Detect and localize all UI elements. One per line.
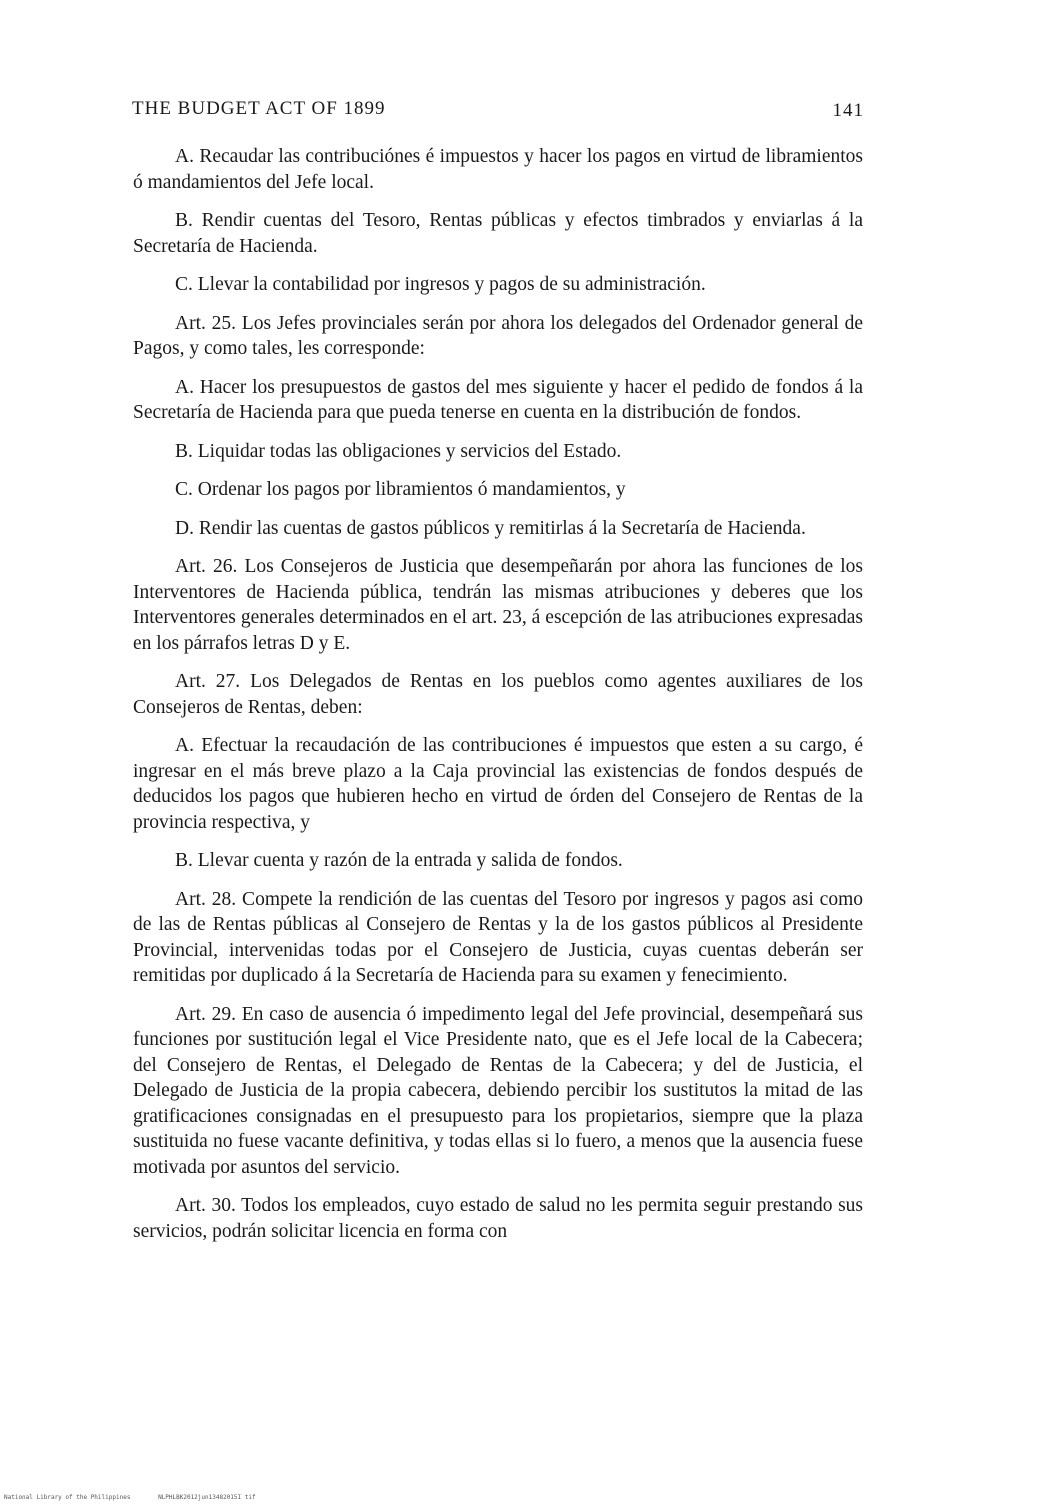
paragraph-item-c: C. Llevar la contabilidad por ingresos y pagos de su administración. [175, 274, 706, 295]
page-number: 141 [832, 100, 864, 121]
running-header [132, 98, 864, 128]
footer-library: National Library of the Philippines [4, 1494, 131, 1501]
paragraph-item-b: B. Rendir cuentas del Tesoro, Rentas públicas y efectos timbrados y enviarlas á la Secretaría de Hacienda. [133, 210, 863, 257]
paragraph-item-d: D. Rendir las cuentas de gastos públicos y remitirlas á la Secretaría de Hacienda. [175, 517, 806, 539]
paragraph-item-b: B. Llevar cuenta y razón de la entrada y salida de fondos. [175, 850, 623, 871]
paragraph-article-25: Art. 25. Los Jefes provinciales serán por ahora los delegados del Ordenador general de Pagos, y como tales, les corresponde: [133, 312, 863, 359]
paragraph-item-b: B. Liquidar todas las obligaciones y servicios del Estado. [175, 440, 622, 462]
paragraph-item-a: A. Recaudar las contribuciónes é impuestos y hacer los pagos en virtud de libramientos ó mandamientos del Jefe local. [133, 146, 863, 193]
paragraph-article-30: Art. 30. Todos los empleados, cuyo estado de salud no les permita seguir prestando sus servicios, podrán solicitar licencia en forma con [133, 1195, 863, 1242]
scan-footer [4, 1494, 704, 1501]
body-text [133, 144, 863, 1257]
paragraph-article-28: Art. 28. Compete la rendición de las cuentas del Tesoro por ingresos y pagos asi como de las de Rentas públicas al Consejero de Rentas y la de los gastos públicos al Presidente Provincial, intervenidas todas por el Consejero de Justicia, cuyas cuentas deberán ser remitidas por duplicado á la Secretaría de Hacienda para su examen y fenecimiento. [133, 888, 863, 986]
paragraph-article-26: Art. 26. Los Consejeros de Justicia que desempeñarán por ahora las funciones de los Interventores de Hacienda pública, tendrán las mismas atribuciones y deberes que los Interventores generales determinados en el art. 23, á escepción de las atribuciones expresadas en los párrafos letras D y E. [133, 556, 863, 654]
paragraph-article-27: Art. 27. Los Delegados de Rentas en los pueblos como agentes auxiliares de los Consejeros de Rentas, deben: [133, 671, 863, 718]
paragraph-item-a: A. Hacer los presupuestos de gastos del mes siguiente y hacer el pedido de fondos á la Secretaría de Hacienda para que pueda tenerse en cuenta en la distribución de fondos. [133, 376, 863, 423]
footer-scan-id: NLPHLBK2012jun13482015I tif [158, 1494, 256, 1501]
paragraph-item-c: C. Ordenar los pagos por libramientos ó mandamientos, y [175, 479, 626, 500]
running-title: THE BUDGET ACT OF 1899 [132, 98, 386, 119]
paragraph-item-a: A. Efectuar la recaudación de las contribuciones é impuestos que esten a su cargo, é ingresar en el más breve plazo a la Caja provincial las existencias de fondos después de deducidos los pagos que hubieren hecho en virtud de órden del Consejero de Rentas de la provincia respectiva, y [133, 735, 863, 833]
paragraph-article-29: Art. 29. En caso de ausencia ó impedimento legal del Jefe provincial, desempeñará sus funciones por sustitución legal el Vice Presidente nato, que es el Jefe local de la Cabecera; del Consejero de Rentas, el Delegado de Rentas de la Cabecera; y del de Justicia, el Delegado de Justicia de la propia cabecera, debiendo percibir los sustitutos la mitad de las gratificaciones consignadas en el presupuesto para los propietarios, siempre que la plaza sustituida no fuese vacante definitiva, y todas ellas si lo fuero, a menos que la ausencia fuese motivada por asuntos del servicio. [133, 1003, 863, 1178]
